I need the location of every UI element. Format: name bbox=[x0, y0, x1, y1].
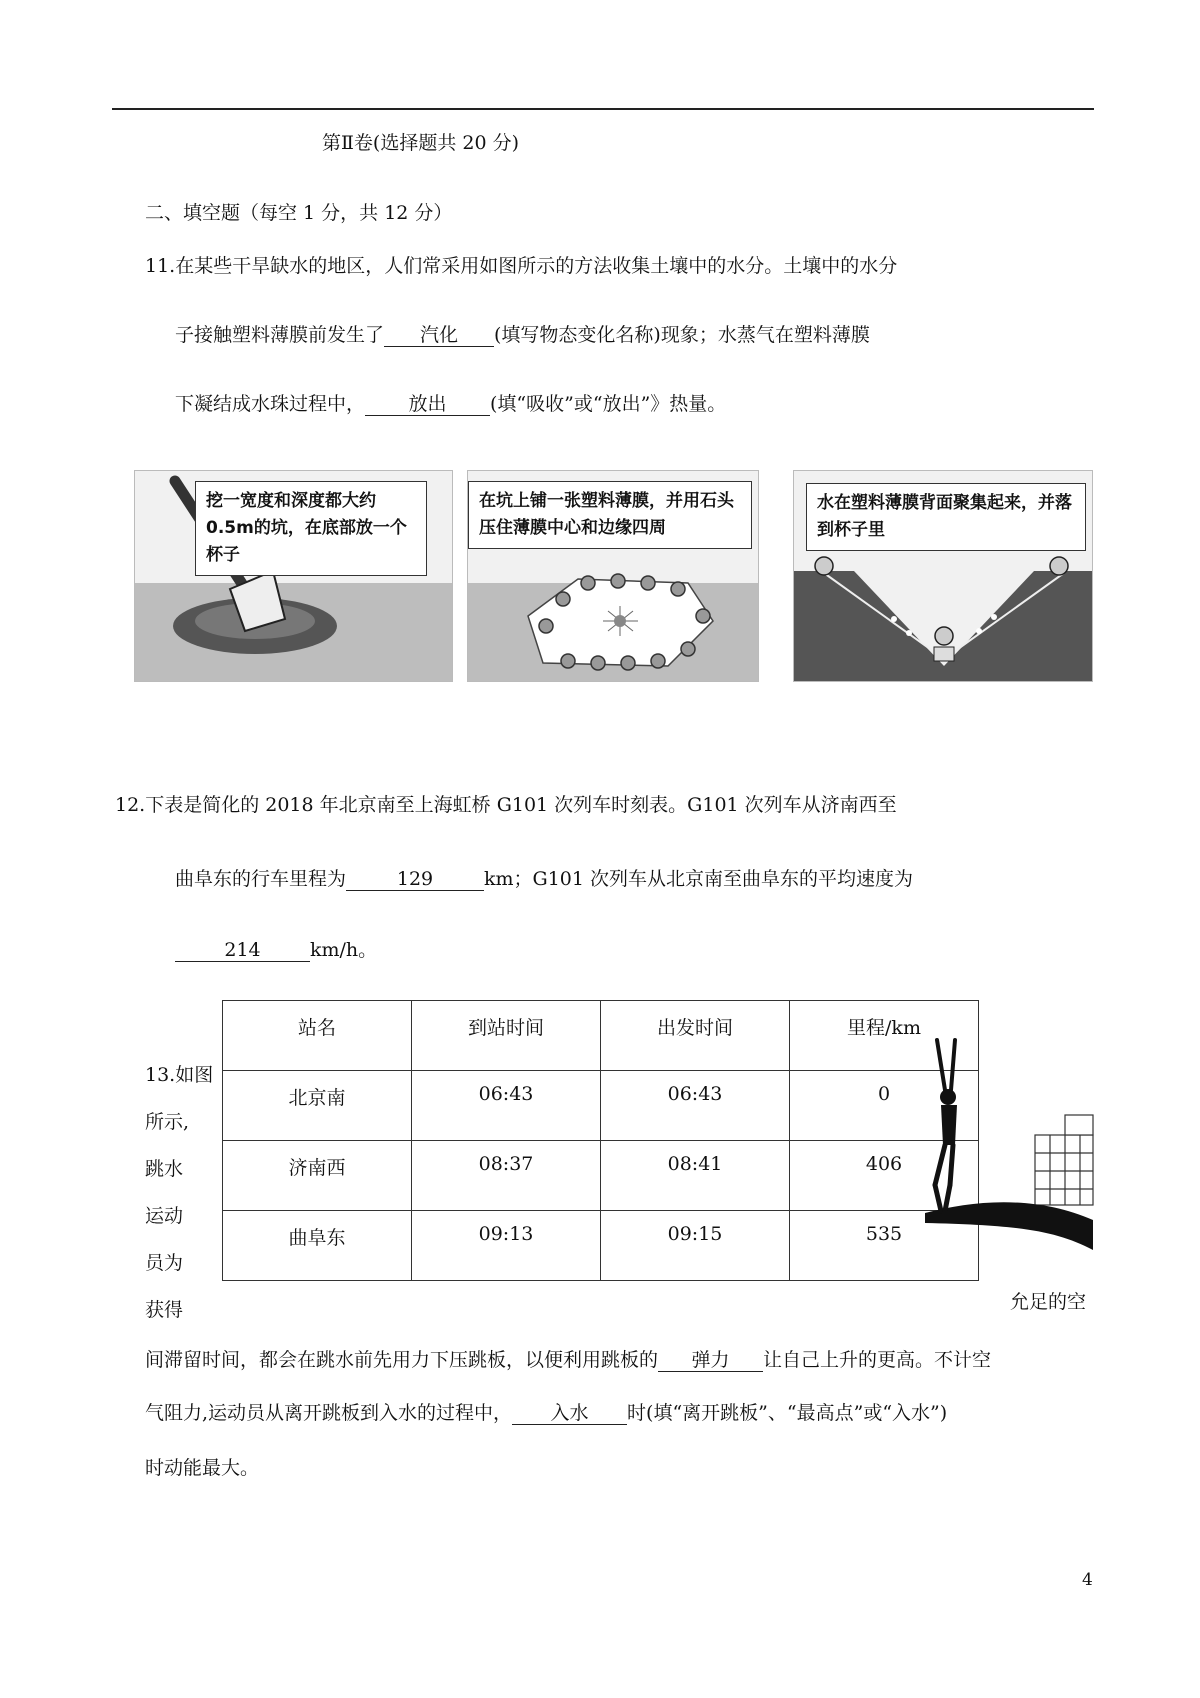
cell-arrival: 06:43 bbox=[412, 1071, 601, 1141]
cell-departure: 09:15 bbox=[601, 1211, 790, 1281]
cell-arrival: 08:37 bbox=[412, 1141, 601, 1211]
q13-wrapped-column bbox=[145, 1052, 213, 1334]
q11-answer2: 放出 bbox=[408, 393, 447, 415]
q12-answer1: 129 bbox=[396, 868, 434, 890]
q12-line2-pre: 曲阜东的行车里程为 bbox=[175, 868, 347, 890]
header-mileage: 里程/km bbox=[790, 1001, 979, 1071]
q13-col-line: 13.如图 bbox=[145, 1064, 214, 1086]
cell-mileage: 535 bbox=[790, 1211, 979, 1281]
cell-mileage: 406 bbox=[790, 1141, 979, 1211]
q12-line1: 12.下表是简化的 2018 年北京南至上海虹桥 G101 次列车时刻表。G101 次列车从济南西至 bbox=[115, 794, 897, 816]
train-timetable bbox=[222, 1000, 979, 1281]
q11-answer1-blank[interactable] bbox=[384, 326, 494, 347]
q11-line1: 11.在某些干旱缺水的地区，人们常采用如图所示的方法收集土壤中的水分。土壤中的水分 bbox=[145, 255, 898, 277]
q11-line3-pre: 下凝结成水珠过程中， bbox=[175, 393, 366, 415]
q13-answer1-blank[interactable] bbox=[658, 1351, 763, 1372]
panel2-caption: 在坑上铺一张塑料薄膜，并用石头压住薄膜中心和边缘四周 bbox=[468, 481, 752, 549]
q13-answer2: 入水 bbox=[550, 1402, 589, 1424]
figure-panel-dig-pit bbox=[134, 470, 453, 682]
q13-answer2-blank[interactable] bbox=[512, 1404, 627, 1425]
q13-line4: 时动能最大。 bbox=[145, 1457, 260, 1479]
cell-station: 曲阜东 bbox=[223, 1211, 412, 1281]
header-arrival: 到站时间 bbox=[412, 1001, 601, 1071]
q13-line3-post: 时(填“离开跳板”、“最高点”或“入水”) bbox=[627, 1402, 948, 1424]
cell-departure: 06:43 bbox=[601, 1071, 790, 1141]
q12-line2 bbox=[175, 864, 913, 891]
q11-line3-post: (填“吸收”或“放出”》热量。 bbox=[490, 393, 727, 415]
cell-mileage: 0 bbox=[790, 1071, 979, 1141]
panel1-caption: 挖一宽度和深度都大约0.5m的坑，在底部放一个杯子 bbox=[195, 481, 427, 576]
cell-station: 北京南 bbox=[223, 1071, 412, 1141]
panel3-caption: 水在塑料薄膜背面聚集起来，并落到杯子里 bbox=[806, 483, 1086, 551]
q11-line2-pre: 子接触塑料薄膜前发生了 bbox=[175, 324, 385, 346]
q11-answer1: 汽化 bbox=[420, 324, 459, 346]
q11-line3 bbox=[175, 389, 726, 416]
header-departure: 出发时间 bbox=[601, 1001, 790, 1071]
q12-answer2-blank[interactable] bbox=[175, 941, 310, 962]
q11-line2-post: (填写物态变化名称)现象；水蒸气在塑料薄膜 bbox=[494, 324, 870, 346]
q12-answer1-blank[interactable] bbox=[346, 870, 484, 891]
q12-line2-post: km；G101 次列车从北京南至曲阜东的平均速度为 bbox=[484, 868, 914, 890]
header-station: 站名 bbox=[223, 1001, 412, 1071]
cell-departure: 08:41 bbox=[601, 1141, 790, 1211]
cell-arrival: 09:13 bbox=[412, 1211, 601, 1281]
q13-line3 bbox=[145, 1398, 947, 1425]
q13-right-fragment: 允足的空 bbox=[1010, 1291, 1087, 1313]
q12-line3-post: km/h。 bbox=[310, 939, 378, 961]
table-row bbox=[223, 1211, 979, 1281]
q13-line2 bbox=[145, 1345, 991, 1372]
q13-col-line: 获得 bbox=[145, 1299, 184, 1321]
q12-line3 bbox=[175, 935, 377, 962]
q13-col-line: 跳水 bbox=[145, 1158, 184, 1180]
q13-line3-pre: 气阻力,运动员从离开跳板到入水的过程中， bbox=[145, 1402, 513, 1424]
q13-col-line: 运动 bbox=[145, 1205, 184, 1227]
q13-line2-post: 让自己上升的更高。不计空 bbox=[763, 1349, 992, 1371]
section-title: 第Ⅱ卷(选择题共 20 分) bbox=[322, 132, 519, 154]
header-rule bbox=[112, 108, 1094, 110]
table-header-row bbox=[223, 1001, 979, 1071]
q13-answer1: 弹力 bbox=[691, 1349, 730, 1371]
q13-col-line: 员为 bbox=[145, 1252, 184, 1274]
table-row bbox=[223, 1141, 979, 1211]
page-number: 4 bbox=[1082, 1570, 1093, 1590]
q13-col-line: 所示, bbox=[145, 1111, 190, 1133]
q11-line2 bbox=[175, 320, 870, 347]
cell-station: 济南西 bbox=[223, 1141, 412, 1211]
diver-springboard-icon bbox=[905, 1035, 1095, 1255]
part-heading: 二、填空题（每空 1 分，共 12 分） bbox=[145, 202, 453, 224]
table-row bbox=[223, 1071, 979, 1141]
q13-line2-pre: 间滞留时间，都会在跳水前先用力下压跳板，以便利用跳板的 bbox=[145, 1349, 659, 1371]
q12-answer2: 214 bbox=[224, 939, 261, 961]
q11-answer2-blank[interactable] bbox=[365, 395, 490, 416]
figure-panel-collect-water bbox=[793, 470, 1093, 682]
figure-panel-cover-film bbox=[467, 470, 759, 682]
